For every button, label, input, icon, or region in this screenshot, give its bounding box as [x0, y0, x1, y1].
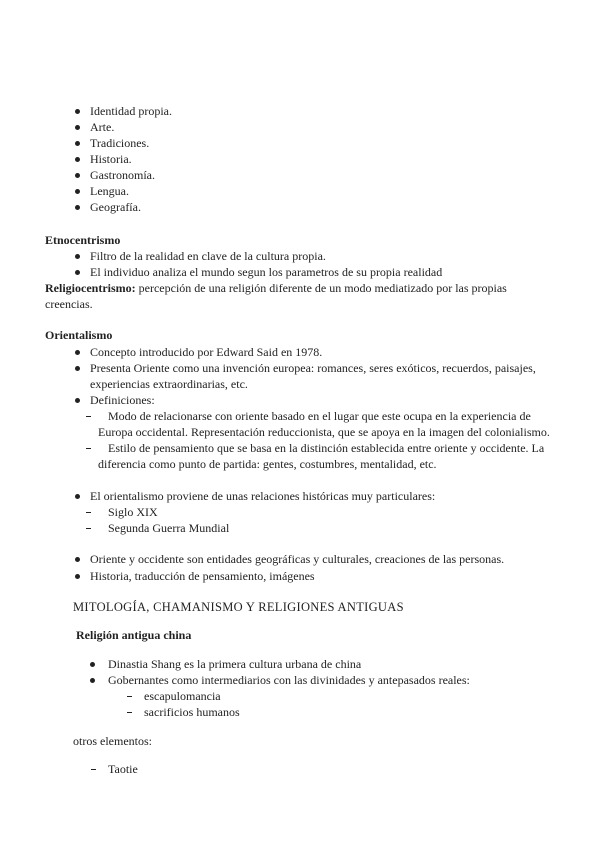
- bullet-icon: [75, 398, 80, 403]
- bullet-icon: [75, 557, 80, 562]
- orientalismo-item: Concepto introducido por Edward Said en 1978.: [90, 345, 323, 359]
- intro-item: Geografía.: [90, 200, 141, 214]
- etnocentrismo-heading: Etnocentrismo: [45, 233, 121, 247]
- bullet-icon: [75, 270, 80, 275]
- bullet-icon: [75, 205, 80, 210]
- intro-item: Identidad propia.: [90, 104, 172, 118]
- china-item: Gobernantes como intermediarios con las divinidades y antepasados reales:: [108, 673, 470, 687]
- orientalismo-item: Definiciones:: [90, 393, 155, 407]
- etnocentrismo-item: Filtro de la realidad en clave de la cultura propia.: [90, 249, 326, 263]
- dash-icon: [86, 448, 91, 449]
- bullet-icon: [75, 109, 80, 114]
- bullet-icon: [75, 494, 80, 499]
- bullet-icon: [75, 350, 80, 355]
- bullet-icon: [75, 254, 80, 259]
- orientalismo-item: Oriente y occidente son entidades geográficas y culturales, creaciones de las personas.: [90, 552, 505, 566]
- bullet-icon: [75, 173, 80, 178]
- intro-item: Gastronomía.: [90, 168, 155, 182]
- bullet-icon: [90, 678, 95, 683]
- definition-item-cont: Europa occidental. Representación reduccionista, que se apoya en la imagen del colonialismo.: [98, 425, 550, 439]
- religiocentrismo-paragraph: [45, 280, 507, 296]
- china-heading: Religión antigua china: [76, 628, 192, 642]
- otros-item: Taotie: [108, 762, 138, 776]
- intro-item: Lengua.: [90, 184, 129, 198]
- china-subitem: sacrificios humanos: [144, 705, 240, 719]
- religiocentrismo-term: Religiocentrismo:: [45, 281, 136, 295]
- bullet-icon: [75, 157, 80, 162]
- definition-item-cont: diferencia como punto de partida: gentes, costumbres, mentalidad, etc.: [98, 457, 437, 471]
- dash-icon: [86, 416, 91, 417]
- bullet-icon: [75, 189, 80, 194]
- dash-icon: [86, 512, 91, 513]
- history-item: Siglo XIX: [108, 505, 158, 519]
- orientalismo-heading: Orientalismo: [45, 328, 113, 342]
- dash-icon: [91, 769, 96, 770]
- intro-item: Historia.: [90, 152, 132, 166]
- china-item: Dinastia Shang es la primera cultura urbana de china: [108, 657, 362, 671]
- orientalismo-item: Presenta Oriente como una invención europea: romances, seres exóticos, recuerdos, paisajes,: [90, 361, 536, 375]
- dash-icon: [127, 696, 132, 697]
- definition-item: Modo de relacionarse con oriente basado en el lugar que este ocupa en la experiencia de: [108, 409, 531, 423]
- bullet-icon: [75, 366, 80, 371]
- intro-item: Arte.: [90, 120, 115, 134]
- orientalismo-item-cont: experiencias extraordinarias, etc.: [90, 377, 248, 391]
- bullet-icon: [75, 574, 80, 579]
- history-item: Segunda Guerra Mundial: [108, 521, 230, 535]
- otros-label: otros elementos:: [73, 734, 152, 748]
- etnocentrismo-item: El individuo analiza el mundo segun los parametros de su propia realidad: [90, 265, 443, 279]
- orientalismo-item: Historia, traducción de pensamiento, imágenes: [90, 569, 315, 583]
- bullet-icon: [75, 141, 80, 146]
- religiocentrismo-definition: percepción de una religión diferente de un modo mediatizado por las propias: [135, 281, 507, 295]
- bullet-icon: [90, 662, 95, 667]
- religiocentrismo-definition-cont: creencias.: [45, 297, 93, 311]
- dash-icon: [86, 528, 91, 529]
- bullet-icon: [75, 125, 80, 130]
- definition-item: Estilo de pensamiento que se basa en la distinción establecida entre oriente y occidente. La: [108, 441, 545, 455]
- dash-icon: [127, 712, 132, 713]
- china-subitem: escapulomancia: [144, 689, 221, 703]
- orientalismo-item: El orientalismo proviene de unas relaciones históricas muy particulares:: [90, 489, 436, 503]
- intro-item: Tradiciones.: [90, 136, 150, 150]
- section-heading: MITOLOGÍA, CHAMANISMO Y RELIGIONES ANTIGUAS: [73, 600, 404, 614]
